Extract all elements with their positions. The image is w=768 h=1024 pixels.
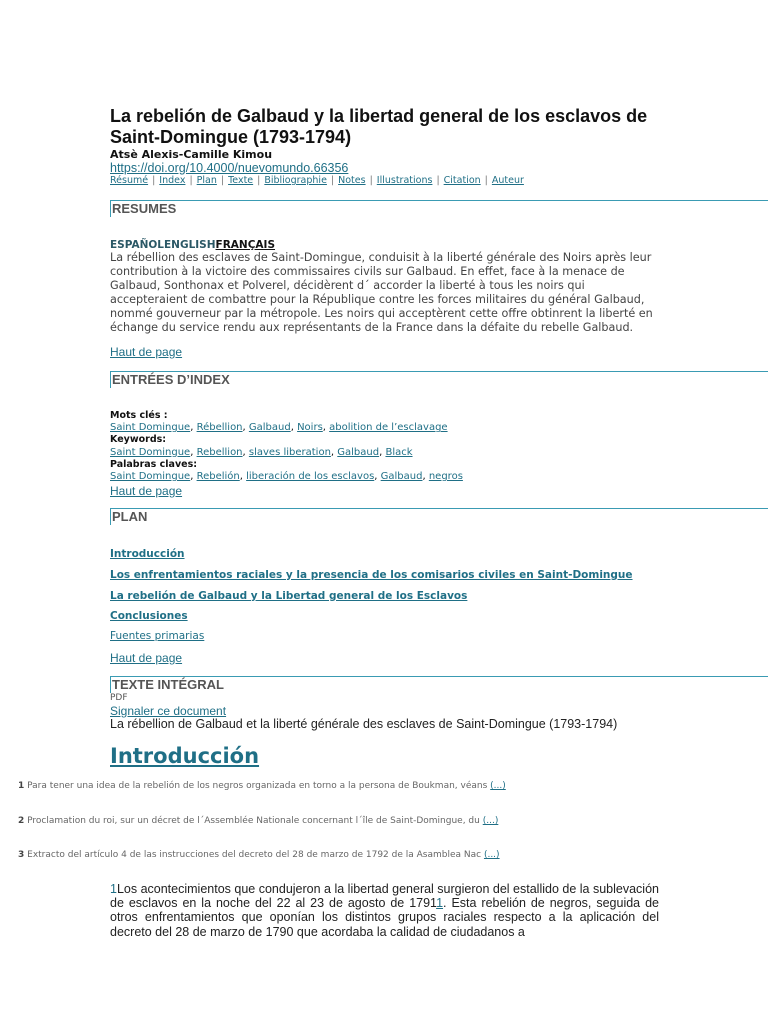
back-to-top-link[interactable]: Haut de page: [110, 651, 183, 665]
keyword-link[interactable]: Rebellion: [196, 446, 243, 458]
paragraph-text-1: Los acontecimientos que condujeron a la libertad general surgieron del estallido de la sublevación de esclavos en la noche del 22 al 23 de agosto de 1791: [110, 882, 659, 911]
toc-link-index[interactable]: Index: [159, 175, 186, 186]
section-header-plan: PLAN: [110, 508, 768, 525]
toc-link-citation[interactable]: Citation: [443, 175, 481, 186]
keyword-link[interactable]: Galbaud: [337, 446, 380, 458]
keywords-label-en: Keywords:: [110, 434, 167, 446]
toc-link-texte[interactable]: Texte: [228, 175, 254, 186]
keywords-label-fr: Mots clés :: [110, 410, 168, 421]
doi-link[interactable]: https://doi.org/10.4000/nuevomundo.66356: [110, 161, 349, 175]
paragraph-text-2: . Esta rebelión de negros, seguida de otros enfrentamientos que oponían los distintos grupos raciales respecto a la aplicación del decreto del 28 de marzo de 1790 que acordaba la calidad de ciudadanos a: [110, 896, 659, 939]
footnote-more-link[interactable]: (...): [483, 850, 500, 860]
lang-es[interactable]: ESPAÑOL: [110, 239, 164, 251]
toc-link-auteur[interactable]: Auteur: [491, 175, 524, 186]
footnote-more-link[interactable]: (...): [490, 781, 506, 791]
plan-item-enfrentamientos[interactable]: Los enfrentamientos raciales y la presencia de los comisarios civiles en Saint-Domingue: [110, 569, 633, 581]
body-paragraph: [110, 882, 659, 939]
keyword-link[interactable]: Rébellion: [196, 422, 243, 434]
footnote-number: 3: [18, 850, 25, 860]
footnote-text: Proclamation du roi, sur un décret de l´Assemblée Nationale concernant l´île de Saint-Domingue, du: [27, 816, 480, 826]
language-switcher: [110, 239, 275, 251]
plan-item-introduccion[interactable]: Introducción: [110, 548, 185, 560]
section-header-resumes: RESUMES: [110, 200, 768, 217]
keyword-link[interactable]: Saint Domingue: [110, 446, 191, 458]
keyword-link[interactable]: liberación de los esclavos: [246, 471, 375, 483]
keyword-link[interactable]: abolition de l’esclavage: [329, 422, 448, 434]
keyword-link[interactable]: Black: [385, 446, 413, 458]
keyword-link[interactable]: Rebelión: [196, 471, 240, 483]
toc-link-bibliographie[interactable]: Bibliographie: [264, 175, 327, 186]
article-title: La rebelión de Galbaud y la libertad general de los esclavos de Saint-Domingue (1793-1794): [110, 106, 648, 147]
keywords-list-en: Saint Domingue, Rebellion, slaves liberation, Galbaud, Black: [110, 446, 413, 458]
footnote: [18, 781, 506, 791]
keywords-block: [110, 410, 463, 483]
footnote-more-link[interactable]: (...): [482, 816, 499, 826]
keyword-link[interactable]: Galbaud: [380, 471, 423, 483]
article-author: Atsè Alexis-Camille Kimou: [110, 148, 273, 161]
report-document-link[interactable]: Signaler ce document: [110, 704, 227, 718]
keywords-label-es: Palabras claves:: [110, 458, 198, 470]
document-subtitle: La rébellion de Galbaud et la liberté générale des esclaves de Saint-Domingue (1793-1794): [110, 717, 618, 731]
toc-link-resume[interactable]: Résumé: [110, 175, 149, 186]
paragraph-number: 1: [110, 882, 117, 896]
keywords-list-fr: Saint Domingue, Rébellion, Galbaud, Noirs, abolition de l’esclavage: [110, 422, 448, 434]
lang-fr[interactable]: FRANÇAIS: [215, 239, 276, 251]
toc-nav: Résumé | Index | Plan | Texte | Bibliographie | Notes | Illustrations | Citation | Auteur: [110, 175, 524, 186]
toc-link-notes[interactable]: Notes: [338, 175, 366, 186]
keyword-link[interactable]: Noirs: [297, 422, 323, 434]
intro-heading[interactable]: Introducción: [110, 744, 260, 768]
footnote: [18, 816, 498, 826]
back-to-top-link[interactable]: Haut de page: [110, 484, 183, 498]
keyword-link[interactable]: Saint Domingue: [110, 471, 191, 483]
toc-link-illustrations[interactable]: Illustrations: [376, 175, 433, 186]
keywords-list-es: Saint Domingue, Rebelión, liberación de los esclavos, Galbaud, negros: [110, 471, 463, 483]
footnote-number: 1: [18, 781, 25, 791]
plan-item-conclusiones[interactable]: Conclusiones: [110, 610, 188, 622]
section-header-index: ENTRÉES D’INDEX: [110, 371, 768, 388]
pdf-label[interactable]: PDF: [110, 693, 128, 703]
plan-item-rebelion[interactable]: La rebelión de Galbaud y la Libertad general de los Esclavos: [110, 590, 468, 602]
keyword-link[interactable]: Saint Domingue: [110, 422, 191, 434]
abstract-text: La rébellion des esclaves de Saint-Domingue, conduisit à la liberté générale des Noirs après leur contribution à la victoire des commissaires civils sur Galbaud. En effet, face à la menace de Galbaud, Sonthonax et Polverel, décidèrent d´ accorder la liberté à tous les noirs qui accepteraient de combattre pour la République contre les forces militaires du général Galbaud, nommé gouverneur par la métropole. Les noirs qui acceptèrent cette offre obtinrent la liberté en échange du service rendu aux représentants de la France dans la défaite du rebelle Galbaud.: [110, 251, 653, 334]
toc-link-plan[interactable]: Plan: [196, 175, 217, 186]
footnote: [18, 850, 500, 860]
keyword-link[interactable]: Galbaud: [248, 422, 291, 434]
footnote-number: 2: [18, 816, 25, 826]
footnote-text: Extracto del artículo 4 de las instrucciones del decreto del 28 de marzo de 1792 de la Asamblea Nac: [27, 850, 482, 860]
plan-item-fuentes[interactable]: Fuentes primarias: [110, 630, 205, 642]
lang-en[interactable]: ENGLISH: [164, 239, 216, 251]
footnote-ref-link[interactable]: 1: [436, 896, 444, 911]
section-header-texte: TEXTE INTÉGRAL: [110, 676, 768, 693]
keyword-link[interactable]: negros: [428, 471, 463, 483]
footnote-text: Para tener una idea de la rebelión de los negros organizada en torno a la persona de Boukman, véans: [27, 781, 488, 791]
keyword-link[interactable]: slaves liberation: [248, 446, 331, 458]
back-to-top-link[interactable]: Haut de page: [110, 345, 183, 359]
